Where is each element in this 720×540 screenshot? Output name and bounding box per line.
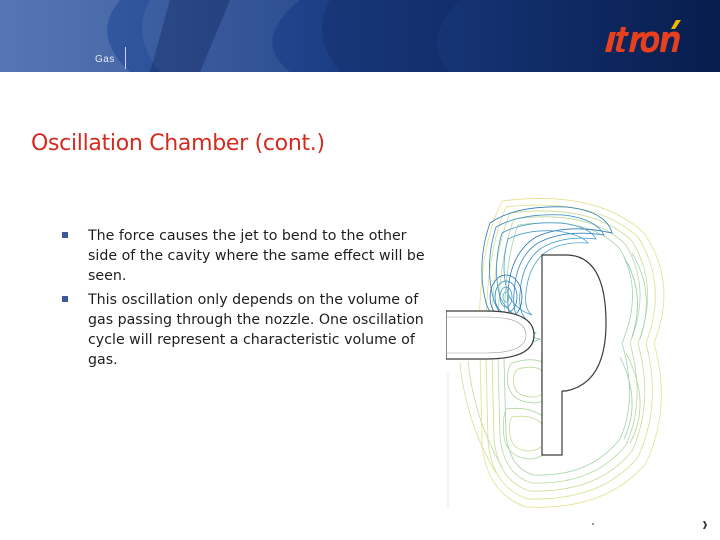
page-corner-mark	[702, 520, 708, 530]
bullet-item	[62, 226, 432, 286]
header-divider	[125, 47, 126, 69]
section-label: Gas	[95, 54, 115, 65]
slide-title: Oscillation Chamber (cont.)	[31, 131, 325, 156]
bullet-text: The force causes the jet to bend to the other side of the cavity where the same effect will be seen.	[88, 228, 425, 284]
oscillation-chamber-figure	[446, 193, 670, 510]
square-bullet-icon	[62, 232, 68, 238]
bullet-list	[62, 226, 432, 374]
bullet-item	[62, 290, 432, 370]
footer-dot	[592, 523, 594, 525]
itron-logo-graphic	[604, 20, 692, 54]
itron-logo	[604, 20, 692, 54]
bullet-text: This oscillation only depends on the volume of gas passing through the nozzle. One oscillation cycle will represent a characteristic volume of gas.	[88, 292, 424, 368]
flow-contour-image	[446, 193, 670, 510]
square-bullet-icon	[62, 296, 68, 302]
